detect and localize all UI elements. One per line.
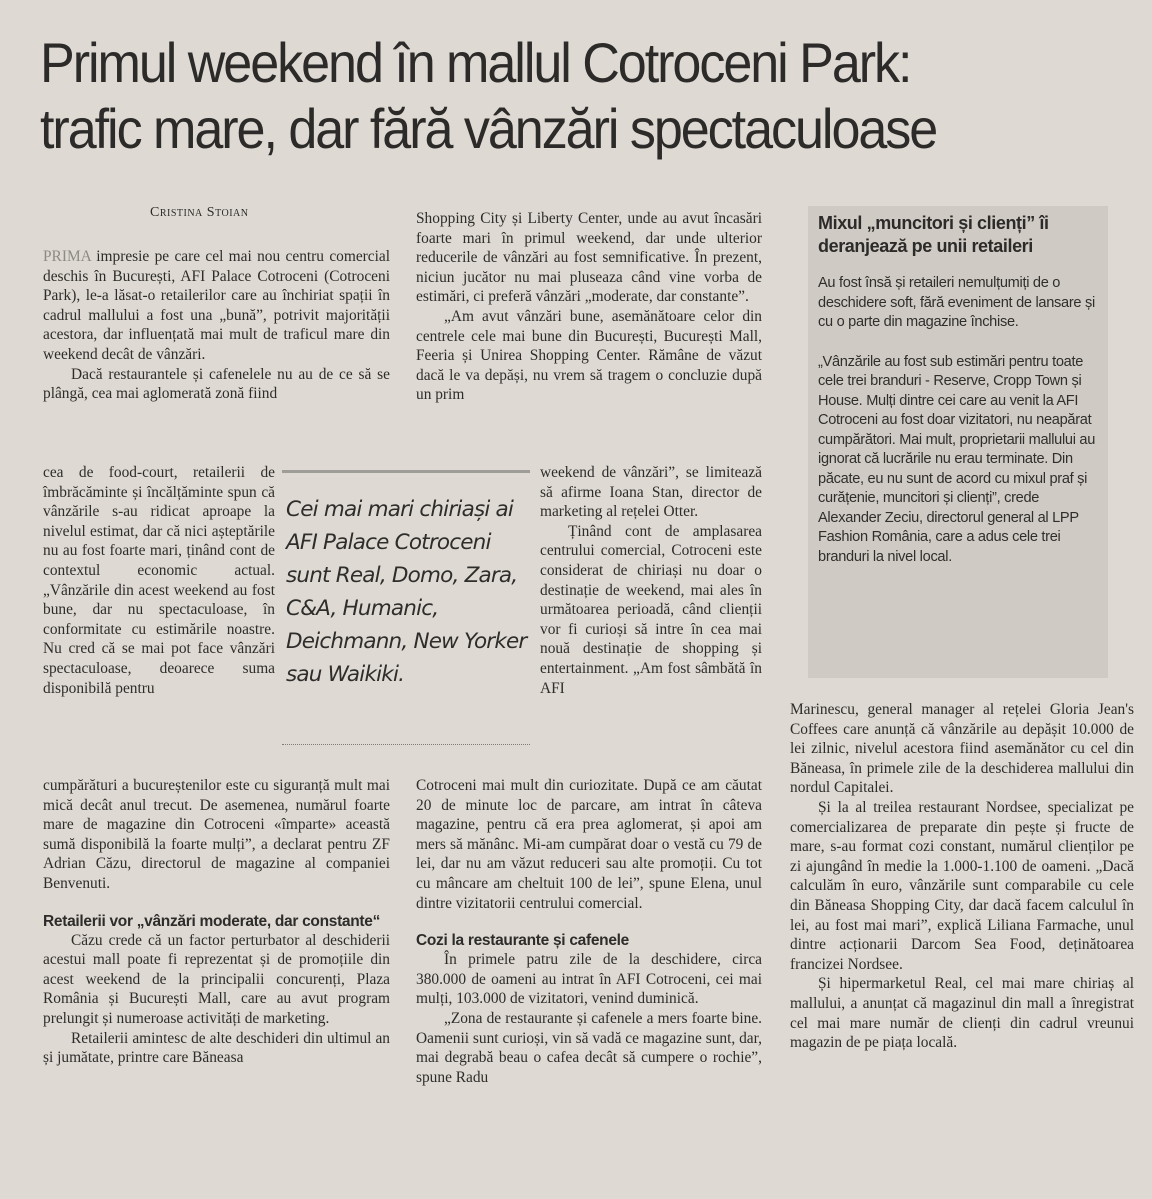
headline-line-1: Primul weekend în mallul Cotroceni Park: <box>40 31 911 94</box>
column-1-top <box>43 247 390 404</box>
paragraph: Ținând cont de amplasarea centrului comercial, Cotroceni este considerat de chiriași nu doar o destinație de weekend, mai ales în următoarea perioadă, când clienții vor fi curioși să intre în cea mai nouă destinație de shopping și entertainment. „Am fost sâmbătă în AFI <box>540 522 762 697</box>
pull-quote-divider <box>282 744 530 745</box>
column-2-bottom <box>416 776 762 1087</box>
sidebar-title: Mixul „muncitori și clienți” îi deranjează pe unii retaileri <box>818 213 1049 256</box>
paragraph: „Am avut vânzări bune, asemănătoare celor din centrele cele mai bune din București, București Mall, Feeria și Unirea Shopping Center. Rămâne de văzut dacă le va depăși, nu vrem să tragem o concluzie după un prim <box>416 307 762 404</box>
paragraph: cea de food-court, retailerii de îmbrăcăminte și încălțăminte spun că vânzările s-au ridicat aproape la nivelul estimat, dar că nici așteptările nu au fost foarte mari, ținând cont de contextul economic actual. „Vânzările din acest weekend au fost bune, dar nu spectaculoase, în conformitate cu estimările noastre. Nu cred că se mai pot face vânzări spectaculoase, deoarece suma disponibilă pentru <box>43 464 275 697</box>
sidebar-paragraph: „Vânzările au fost sub estimări pentru toate cele trei branduri - Reserve, Cropp Town și House. Mulți dintre cei care au venit la AFI Cotroceni au fost doar vizitatori, nu neapărat cumpărători. Mai mult, proprietarii mallului au ignorat că lucrările nu erau terminate. Din păcate, eu nu sunt de acord cu mixul praf și curățenie, muncitori și clienți”, crede Alexander Zeciu, directorul general al LPP Fashion România, care a adus cele trei branduri la nivel local. <box>818 353 1096 565</box>
paragraph: „Zona de restaurante și cafenele a mers foarte bine. Oamenii sunt curioși, vin să vadă ce magazine sunt, dar, mai degrabă beau o cafea decât să cumpere o rochie”, spune Radu <box>416 1009 762 1086</box>
paragraph: În primele patru zile de la deschidere, circa 380.000 de oameni au intrat în AFI Cotroceni, cei mai mulți, 103.000 de vizitatori, venind duminică. <box>416 951 762 1008</box>
column-2-top <box>416 209 762 405</box>
article-headline <box>40 30 1044 162</box>
sidebar-paragraph: Au fost însă și retaileri nemulțumiți de o deschidere soft, fără eveniment de lansare și cu o parte din magazine închise. <box>818 275 1095 330</box>
pull-quote-text: Cei mai mari chiriași ai AFI Palace Cotroceni sunt Real, Domo, Zara, C&A, Humanic, Deichmann, New Yorker sau Waikiki. <box>286 497 527 687</box>
sidebar-body <box>818 274 1098 587</box>
paragraph: Marinescu, general manager al rețelei Gloria Jean's Coffees care anunță că vânzările au depășit 10.000 de lei zilnic, nivelul acestora fiind asemănător cu cel din Băneasa, în primele zile de la deschiderea mallului din nordul Capitalei. <box>790 701 1134 797</box>
paragraph: Shopping City și Liberty Center, unde au avut încasări foarte mari în primul weekend, dar unde ulterior reducerile de vânzări au fost semnificative. În prezent, niciun jucător nu mai pluseaza când vine vorba de estimări, ci preferă vânzări „moderate, dar constante”. <box>416 210 762 306</box>
paragraph: cumpărături a bucureștenilor este cu siguranță mult mai mică decât anul trecut. De asemenea, numărul foarte mare de magazine din Cotroceni «împarte» această sumă disponibilă la foarte mulți”, a declarat pentru ZF Adrian Căzu, directorul de magazine al companiei Benvenuti. <box>43 777 390 892</box>
pull-quote <box>282 470 530 745</box>
column-3 <box>790 700 1134 1053</box>
author-byline: Cristina Stoian <box>150 205 249 220</box>
paragraph: Și la al treilea restaurant Nordsee, specializat pe comercializarea de preparate din pește și fructe de mare, s-au format cozi constant, numărul clienților pe zi ajungând în medie la 1.000-1.100 de oameni. „Dacă calculăm în euro, vânzările sunt comparabile cu cele din Băneasa Shopping City, dar dacă facem calculul în lei, au fost mai mari”, explică Liliana Farmache, unul dintre acționarii Darcom Sea Food, deținătoarea francizei Nordsee. <box>790 798 1134 973</box>
column-1-narrow <box>43 463 275 698</box>
lead-word: PRIMA <box>43 248 91 265</box>
paragraph: Și hipermarketul Real, cel mai mare chiriaș al mallului, a anunțat că magazinul din mall a înregistrat cel mai mare număr de clienți din cadrul vreunui magazin de pe piața locală. <box>790 975 1134 1052</box>
paragraph: weekend de vânzări”, se limitează să afirme Ioana Stan, director de marketing al rețelei Otter. <box>540 464 762 521</box>
paragraph: Retailerii amintesc de alte deschideri din ultimul an și jumătate, printre care Băneasa <box>43 1029 390 1067</box>
lead-paragraph: PRIMA impresie pe care cel mai nou centru comercial deschis în București, AFI Palace Cotroceni (Cotroceni Park), le-a lăsat-o retailerilor care au închiriat spații în cadrul mallului a fost una „bună”, potrivit majorității acestora, dar influențată mai mult de traficul mare din weekend decât de vânzări. <box>43 248 390 363</box>
headline-line-2: trafic mare, dar fără vânzări spectaculoase <box>40 97 937 160</box>
subheading: Cozi la restaurante și cafenele <box>416 932 629 950</box>
paragraph: Dacă restaurantele și cafenelele nu au de ce să se plângă, cea mai aglomerată zonă fiind <box>43 365 390 403</box>
subheading: Retailerii vor „vânzări moderate, dar constante“ <box>43 912 381 930</box>
column-2-narrow <box>540 463 762 698</box>
paragraph: Cotroceni mai mult din curiozitate. După ce am căutat 20 de minute loc de parcare, am intrat în câteva magazine, pentru că era prea aglomerat, și apoi am mers să mănânc. Mi-am cumpărat doar o vestă cu 79 de lei, dar nu am văzut reduceri sau alte promoții. Cu tot cu mâncare am cheltuit 100 de lei”, spune Elena, unul dintre vizitatorii centrului comercial. <box>416 777 762 912</box>
sidebar-box <box>808 206 1108 678</box>
paragraph: Căzu crede că un factor perturbator al deschiderii acestui mall poate fi reprezentat și de promoțiile din acest weekend de la principalii concurenți, Plaza România și București Mall, care au avut program prelungit și numeroase activități de marketing. <box>43 931 390 1027</box>
column-1-bottom <box>43 776 390 1068</box>
